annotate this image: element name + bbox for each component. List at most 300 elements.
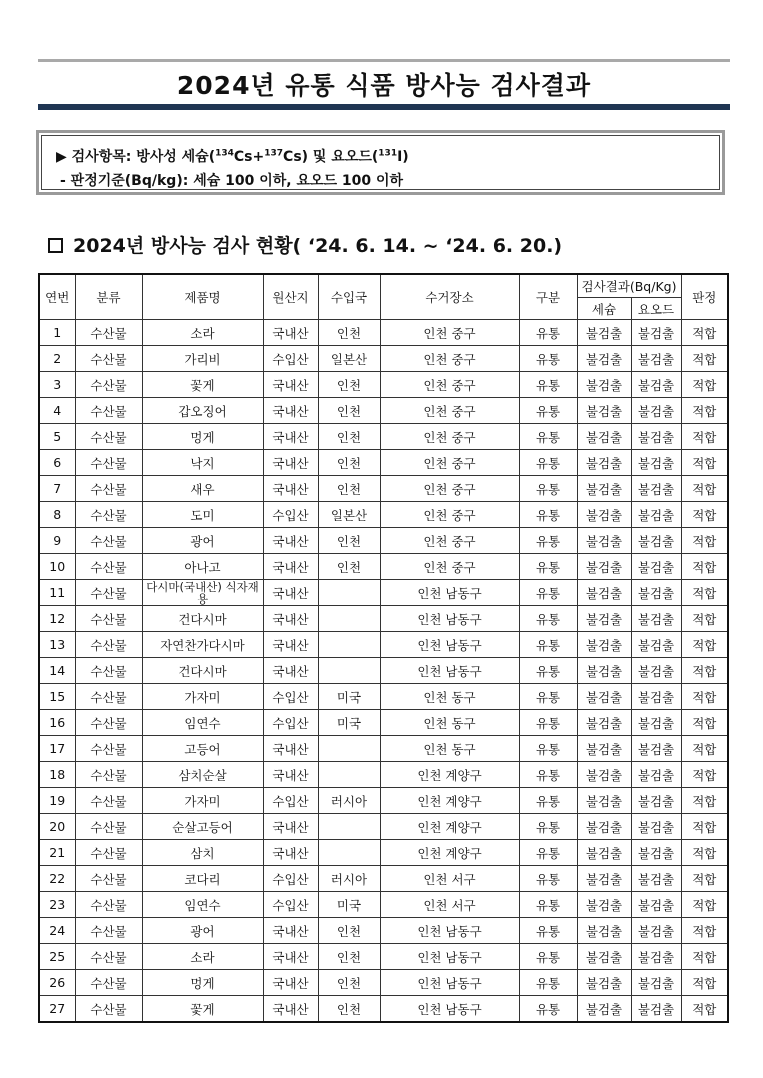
table-row	[39, 632, 728, 658]
cell-iodine: 불검출	[631, 736, 681, 762]
cell-type: 유통	[519, 476, 577, 502]
cell-product: 다시마(국내산) 식자재용	[142, 580, 263, 606]
table-row	[39, 320, 728, 346]
cell-verdict: 적합	[681, 684, 728, 710]
cell-iodine: 불검출	[631, 554, 681, 580]
table-row	[39, 658, 728, 684]
cell-category: 수산물	[75, 684, 142, 710]
cell-origin: 국내산	[263, 918, 318, 944]
table-row	[39, 840, 728, 866]
cell-iodine: 불검출	[631, 892, 681, 918]
cell-no: 17	[39, 736, 75, 762]
cell-verdict: 적합	[681, 372, 728, 398]
table-header	[39, 274, 728, 320]
cell-import-country: 미국	[318, 710, 380, 736]
title-rule	[38, 104, 730, 110]
cell-origin: 수입산	[263, 866, 318, 892]
cell-location: 인천 중구	[380, 320, 519, 346]
cell-location: 인천 계양구	[380, 788, 519, 814]
cell-origin: 국내산	[263, 606, 318, 632]
cell-product: 아나고	[142, 554, 263, 580]
cell-import-country: 인천	[318, 320, 380, 346]
cell-category: 수산물	[75, 398, 142, 424]
cell-location: 인천 남동구	[380, 970, 519, 996]
cell-verdict: 적합	[681, 814, 728, 840]
info-test-items	[56, 146, 409, 166]
cell-category: 수산물	[75, 944, 142, 970]
cell-location: 인천 중구	[380, 398, 519, 424]
cell-type: 유통	[519, 710, 577, 736]
cell-category: 수산물	[75, 580, 142, 606]
cell-iodine: 불검출	[631, 970, 681, 996]
cell-type: 유통	[519, 528, 577, 554]
cell-origin: 수입산	[263, 892, 318, 918]
cell-location: 인천 남동구	[380, 658, 519, 684]
cell-origin: 국내산	[263, 528, 318, 554]
cell-type: 유통	[519, 996, 577, 1023]
cell-iodine: 불검출	[631, 398, 681, 424]
cell-type: 유통	[519, 320, 577, 346]
cell-product: 소라	[142, 944, 263, 970]
table-row	[39, 372, 728, 398]
cell-location: 인천 중구	[380, 424, 519, 450]
cell-iodine: 불검출	[631, 840, 681, 866]
cell-verdict: 적합	[681, 346, 728, 372]
cell-cesium: 불검출	[577, 996, 631, 1023]
cell-origin: 국내산	[263, 762, 318, 788]
results-table	[38, 273, 729, 1023]
cell-iodine: 불검출	[631, 996, 681, 1023]
cell-category: 수산물	[75, 554, 142, 580]
cell-type: 유통	[519, 866, 577, 892]
cell-iodine: 불검출	[631, 814, 681, 840]
cell-product: 가리비	[142, 346, 263, 372]
isotope-131: 131	[378, 148, 398, 159]
table-row	[39, 970, 728, 996]
cell-cesium: 불검출	[577, 866, 631, 892]
cell-no: 20	[39, 814, 75, 840]
cell-location: 인천 남동구	[380, 580, 519, 606]
cell-cesium: 불검출	[577, 736, 631, 762]
header-result: 검사결과(Bq/Kg)	[577, 274, 681, 298]
cell-no: 16	[39, 710, 75, 736]
cell-origin: 국내산	[263, 398, 318, 424]
header-verdict: 판정	[681, 274, 728, 320]
cell-import-country: 인천	[318, 944, 380, 970]
cell-iodine: 불검출	[631, 762, 681, 788]
cell-no: 8	[39, 502, 75, 528]
cell-origin: 수입산	[263, 788, 318, 814]
cell-location: 인천 계양구	[380, 840, 519, 866]
cell-location: 인천 중구	[380, 528, 519, 554]
table-row	[39, 450, 728, 476]
cell-iodine: 불검출	[631, 918, 681, 944]
table-row	[39, 606, 728, 632]
cell-verdict: 적합	[681, 996, 728, 1023]
cell-import-country: 인천	[318, 424, 380, 450]
cell-type: 유통	[519, 502, 577, 528]
cell-verdict: 적합	[681, 554, 728, 580]
cell-product: 임연수	[142, 892, 263, 918]
table-body	[39, 320, 728, 1023]
cell-import-country: 인천	[318, 476, 380, 502]
cell-iodine: 불검출	[631, 372, 681, 398]
cell-product: 가자미	[142, 684, 263, 710]
cell-verdict: 적합	[681, 970, 728, 996]
cell-import-country	[318, 762, 380, 788]
cell-import-country	[318, 840, 380, 866]
cell-import-country: 일본산	[318, 346, 380, 372]
header-import-country: 수입국	[318, 274, 380, 320]
cell-no: 6	[39, 450, 75, 476]
cell-verdict: 적합	[681, 710, 728, 736]
cell-origin: 수입산	[263, 346, 318, 372]
cell-origin: 국내산	[263, 736, 318, 762]
cell-import-country: 인천	[318, 970, 380, 996]
cell-category: 수산물	[75, 892, 142, 918]
cell-type: 유통	[519, 736, 577, 762]
cell-no: 1	[39, 320, 75, 346]
cell-type: 유통	[519, 450, 577, 476]
isotope-137: 137	[264, 148, 284, 159]
cell-location: 인천 동구	[380, 710, 519, 736]
cell-iodine: 불검출	[631, 606, 681, 632]
cell-product: 고등어	[142, 736, 263, 762]
cell-category: 수산물	[75, 814, 142, 840]
info-criteria: - 판정기준(Bq/kg): 세슘 100 이하, 요오드 100 이하	[60, 173, 404, 189]
cell-type: 유통	[519, 814, 577, 840]
cell-no: 21	[39, 840, 75, 866]
cell-cesium: 불검출	[577, 450, 631, 476]
cell-verdict: 적합	[681, 580, 728, 606]
checkbox-icon	[48, 238, 63, 253]
cell-location: 인천 계양구	[380, 814, 519, 840]
cell-location: 인천 중구	[380, 502, 519, 528]
cell-import-country: 일본산	[318, 502, 380, 528]
cell-type: 유통	[519, 762, 577, 788]
header-cesium: 세슘	[577, 298, 631, 320]
cell-cesium: 불검출	[577, 476, 631, 502]
cell-type: 유통	[519, 970, 577, 996]
cell-origin: 국내산	[263, 840, 318, 866]
cell-product: 코다리	[142, 866, 263, 892]
cell-iodine: 불검출	[631, 502, 681, 528]
cell-cesium: 불검출	[577, 320, 631, 346]
table-row	[39, 554, 728, 580]
cell-product: 새우	[142, 476, 263, 502]
cell-category: 수산물	[75, 658, 142, 684]
cell-verdict: 적합	[681, 528, 728, 554]
cell-cesium: 불검출	[577, 606, 631, 632]
info-box-inner	[41, 135, 720, 190]
cell-no: 3	[39, 372, 75, 398]
cell-location: 인천 서구	[380, 866, 519, 892]
cell-type: 유통	[519, 580, 577, 606]
table-row	[39, 866, 728, 892]
cell-iodine: 불검출	[631, 710, 681, 736]
cell-type: 유통	[519, 398, 577, 424]
cell-product: 소라	[142, 320, 263, 346]
cell-no: 23	[39, 892, 75, 918]
cell-category: 수산물	[75, 606, 142, 632]
cell-no: 2	[39, 346, 75, 372]
cell-import-country: 인천	[318, 918, 380, 944]
cell-cesium: 불검출	[577, 814, 631, 840]
cell-cesium: 불검출	[577, 970, 631, 996]
cell-import-country: 인천	[318, 398, 380, 424]
table-row	[39, 528, 728, 554]
table-row	[39, 736, 728, 762]
cell-verdict: 적합	[681, 762, 728, 788]
cell-location: 인천 서구	[380, 892, 519, 918]
cell-import-country: 인천	[318, 528, 380, 554]
cell-product: 멍게	[142, 424, 263, 450]
cell-no: 19	[39, 788, 75, 814]
cell-verdict: 적합	[681, 320, 728, 346]
info-test-items-suffix: I)	[397, 149, 409, 165]
cell-origin: 국내산	[263, 814, 318, 840]
cell-product: 임연수	[142, 710, 263, 736]
cell-cesium: 불검출	[577, 684, 631, 710]
cell-type: 유통	[519, 554, 577, 580]
cell-product: 삼치	[142, 840, 263, 866]
cell-product: 낙지	[142, 450, 263, 476]
cell-location: 인천 동구	[380, 684, 519, 710]
cell-product: 광어	[142, 918, 263, 944]
table-row	[39, 918, 728, 944]
cell-cesium: 불검출	[577, 502, 631, 528]
table-row	[39, 814, 728, 840]
cell-iodine: 불검출	[631, 580, 681, 606]
cell-type: 유통	[519, 684, 577, 710]
cell-no: 7	[39, 476, 75, 502]
table-row	[39, 710, 728, 736]
header-iodine: 요오드	[631, 298, 681, 320]
cell-origin: 국내산	[263, 944, 318, 970]
cell-product: 꽃게	[142, 372, 263, 398]
cell-location: 인천 남동구	[380, 632, 519, 658]
cell-import-country: 러시아	[318, 788, 380, 814]
cell-no: 14	[39, 658, 75, 684]
table-row	[39, 424, 728, 450]
cell-type: 유통	[519, 788, 577, 814]
cell-product: 광어	[142, 528, 263, 554]
cell-cesium: 불검출	[577, 398, 631, 424]
cell-category: 수산물	[75, 736, 142, 762]
cell-no: 18	[39, 762, 75, 788]
cell-verdict: 적합	[681, 398, 728, 424]
cell-cesium: 불검출	[577, 762, 631, 788]
cell-category: 수산물	[75, 372, 142, 398]
cell-location: 인천 남동구	[380, 944, 519, 970]
cell-category: 수산물	[75, 996, 142, 1023]
cell-origin: 국내산	[263, 632, 318, 658]
cell-category: 수산물	[75, 320, 142, 346]
cell-no: 26	[39, 970, 75, 996]
table-row	[39, 996, 728, 1023]
cell-product: 도미	[142, 502, 263, 528]
cell-verdict: 적합	[681, 502, 728, 528]
table-row	[39, 476, 728, 502]
table-row	[39, 398, 728, 424]
info-cs-plus: Cs+	[233, 149, 265, 165]
info-cs-end: Cs) 및 요오드(	[283, 149, 379, 165]
cell-verdict: 적합	[681, 892, 728, 918]
cell-category: 수산물	[75, 424, 142, 450]
cell-no: 4	[39, 398, 75, 424]
cell-cesium: 불검출	[577, 892, 631, 918]
cell-origin: 국내산	[263, 424, 318, 450]
header-location: 수거장소	[380, 274, 519, 320]
header-product: 제품명	[142, 274, 263, 320]
cell-type: 유통	[519, 840, 577, 866]
cell-cesium: 불검출	[577, 346, 631, 372]
cell-origin: 국내산	[263, 996, 318, 1023]
table-row	[39, 346, 728, 372]
page-title: 2024년 유통 식품 방사능 검사결과	[176, 71, 592, 100]
cell-no: 13	[39, 632, 75, 658]
cell-category: 수산물	[75, 450, 142, 476]
cell-no: 24	[39, 918, 75, 944]
cell-no: 25	[39, 944, 75, 970]
cell-cesium: 불검출	[577, 528, 631, 554]
header-category: 분류	[75, 274, 142, 320]
cell-iodine: 불검출	[631, 684, 681, 710]
cell-verdict: 적합	[681, 632, 728, 658]
cell-import-country: 미국	[318, 684, 380, 710]
cell-category: 수산물	[75, 346, 142, 372]
cell-verdict: 적합	[681, 866, 728, 892]
cell-origin: 국내산	[263, 372, 318, 398]
cell-type: 유통	[519, 372, 577, 398]
cell-iodine: 불검출	[631, 320, 681, 346]
table-row	[39, 762, 728, 788]
cell-import-country: 러시아	[318, 866, 380, 892]
header-no: 연번	[39, 274, 75, 320]
cell-location: 인천 중구	[380, 554, 519, 580]
cell-product: 멍게	[142, 970, 263, 996]
cell-cesium: 불검출	[577, 580, 631, 606]
cell-verdict: 적합	[681, 658, 728, 684]
cell-type: 유통	[519, 658, 577, 684]
cell-import-country	[318, 658, 380, 684]
cell-product: 순살고등어	[142, 814, 263, 840]
cell-verdict: 적합	[681, 450, 728, 476]
cell-verdict: 적합	[681, 788, 728, 814]
cell-cesium: 불검출	[577, 944, 631, 970]
cell-origin: 국내산	[263, 450, 318, 476]
cell-verdict: 적합	[681, 840, 728, 866]
cell-category: 수산물	[75, 918, 142, 944]
cell-verdict: 적합	[681, 476, 728, 502]
cell-verdict: 적합	[681, 736, 728, 762]
cell-import-country: 인천	[318, 554, 380, 580]
cell-origin: 수입산	[263, 684, 318, 710]
cell-import-country: 인천	[318, 996, 380, 1023]
cell-location: 인천 계양구	[380, 762, 519, 788]
cell-import-country	[318, 580, 380, 606]
cell-verdict: 적합	[681, 424, 728, 450]
cell-no: 12	[39, 606, 75, 632]
cell-no: 9	[39, 528, 75, 554]
cell-category: 수산물	[75, 632, 142, 658]
cell-origin: 국내산	[263, 658, 318, 684]
cell-cesium: 불검출	[577, 632, 631, 658]
cell-iodine: 불검출	[631, 866, 681, 892]
cell-cesium: 불검출	[577, 788, 631, 814]
cell-category: 수산물	[75, 788, 142, 814]
table-row	[39, 580, 728, 606]
cell-product: 가자미	[142, 788, 263, 814]
cell-location: 인천 동구	[380, 736, 519, 762]
cell-location: 인천 중구	[380, 450, 519, 476]
cell-product: 자연찬가다시마	[142, 632, 263, 658]
info-test-items-prefix: ▶ 검사항목: 방사성 세슘(	[56, 149, 216, 165]
cell-origin: 국내산	[263, 320, 318, 346]
cell-location: 인천 중구	[380, 476, 519, 502]
cell-iodine: 불검출	[631, 346, 681, 372]
cell-category: 수산물	[75, 970, 142, 996]
table-row	[39, 788, 728, 814]
cell-type: 유통	[519, 606, 577, 632]
info-box	[36, 130, 725, 195]
cell-category: 수산물	[75, 710, 142, 736]
cell-category: 수산물	[75, 762, 142, 788]
isotope-134: 134	[215, 148, 234, 159]
cell-import-country: 인천	[318, 450, 380, 476]
cell-cesium: 불검출	[577, 918, 631, 944]
cell-iodine: 불검출	[631, 424, 681, 450]
cell-location: 인천 남동구	[380, 996, 519, 1023]
table-row	[39, 502, 728, 528]
cell-iodine: 불검출	[631, 658, 681, 684]
cell-product: 건다시마	[142, 606, 263, 632]
cell-verdict: 적합	[681, 606, 728, 632]
cell-product: 삼치순살	[142, 762, 263, 788]
table-row	[39, 892, 728, 918]
cell-import-country	[318, 606, 380, 632]
cell-location: 인천 중구	[380, 346, 519, 372]
header-type: 구분	[519, 274, 577, 320]
cell-origin: 수입산	[263, 502, 318, 528]
table-row	[39, 684, 728, 710]
cell-type: 유통	[519, 892, 577, 918]
cell-category: 수산물	[75, 866, 142, 892]
cell-cesium: 불검출	[577, 840, 631, 866]
cell-type: 유통	[519, 918, 577, 944]
section-title: 2024년 방사능 검사 현황( ‘24. 6. 14. ~ ‘24. 6. 20.)	[73, 235, 563, 257]
cell-origin: 수입산	[263, 710, 318, 736]
cell-no: 10	[39, 554, 75, 580]
cell-import-country	[318, 814, 380, 840]
cell-cesium: 불검출	[577, 554, 631, 580]
cell-verdict: 적합	[681, 918, 728, 944]
cell-location: 인천 남동구	[380, 918, 519, 944]
cell-no: 11	[39, 580, 75, 606]
top-rule	[38, 59, 730, 62]
cell-iodine: 불검출	[631, 944, 681, 970]
cell-cesium: 불검출	[577, 658, 631, 684]
cell-no: 15	[39, 684, 75, 710]
cell-product: 갑오징어	[142, 398, 263, 424]
cell-origin: 국내산	[263, 554, 318, 580]
cell-iodine: 불검출	[631, 788, 681, 814]
cell-verdict: 적합	[681, 944, 728, 970]
section-heading	[48, 231, 562, 258]
cell-import-country	[318, 736, 380, 762]
cell-type: 유통	[519, 346, 577, 372]
cell-type: 유통	[519, 424, 577, 450]
